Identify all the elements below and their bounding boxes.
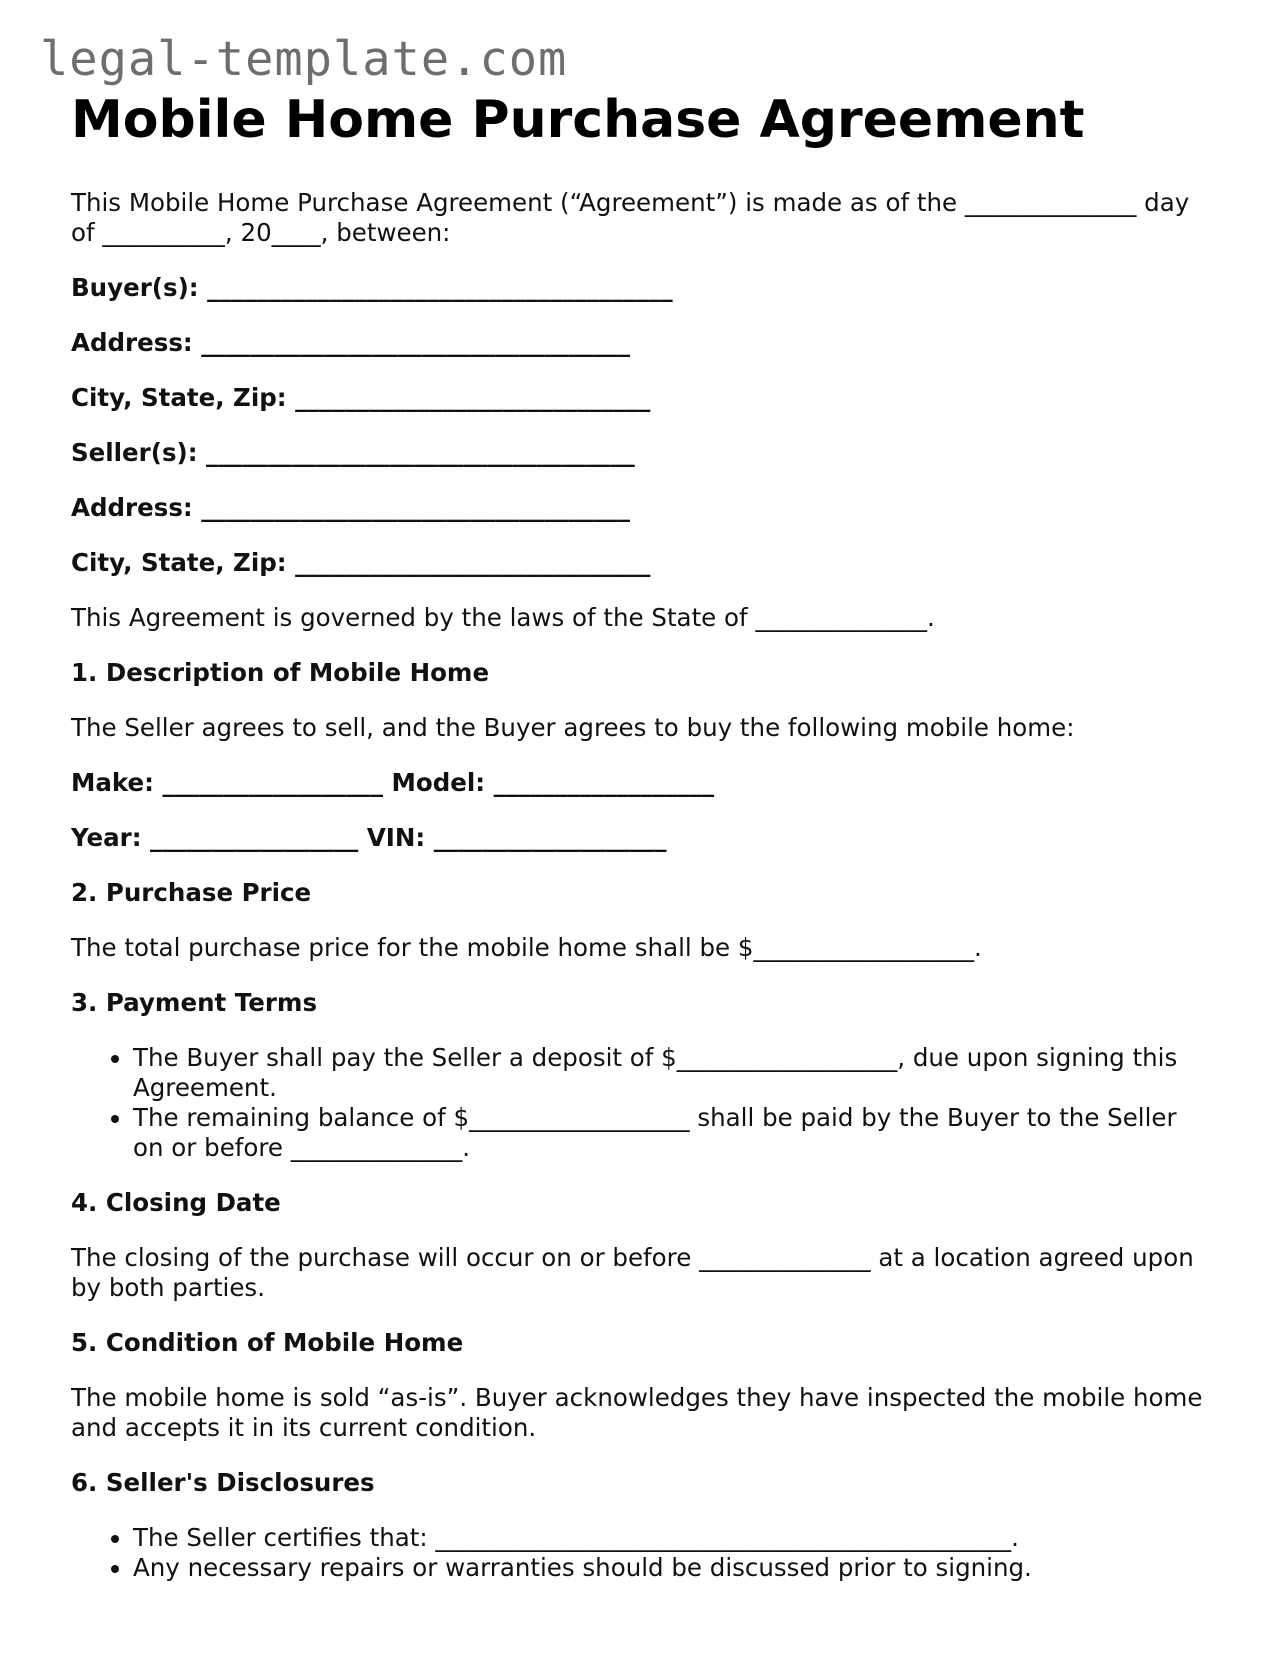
section-2-text: The total purchase price for the mobile home shall be $__________________. xyxy=(71,933,982,962)
document-page xyxy=(71,86,1211,1608)
buyer-address-field: Address: ___________________________________ xyxy=(71,328,630,357)
intro-paragraph: This Mobile Home Purchase Agreement (“Agreement”) is made as of the ______________ day of __________, 20____, between: xyxy=(71,188,1190,247)
section-5-text: The mobile home is sold “as-is”. Buyer acknowledges they have inspected the mobile home and accepts it in its current condition. xyxy=(71,1383,1203,1442)
section-2-heading: 2. Purchase Price xyxy=(71,878,312,907)
list-item: • The Seller certifies that: _______________________________________________. xyxy=(133,1523,1211,1553)
payment-terms-list xyxy=(71,1043,1211,1163)
seller-disclosures-list xyxy=(71,1523,1211,1583)
section-6-heading: 6. Seller's Disclosures xyxy=(71,1468,375,1497)
section-4-heading: 4. Closing Date xyxy=(71,1188,281,1217)
list-item: • The Buyer shall pay the Seller a deposit of $__________________, due upon signing this Agreement. xyxy=(133,1043,1211,1103)
section-4-text: The closing of the purchase will occur on or before ______________ at a location agreed upon by both parties. xyxy=(71,1243,1194,1302)
list-item: • Any necessary repairs or warranties should be discussed prior to signing. xyxy=(133,1553,1211,1583)
seller-city-state-zip-field: City, State, Zip: _____________________________ xyxy=(71,548,651,577)
section-1-text: The Seller agrees to sell, and the Buyer agrees to buy the following mobile home: xyxy=(71,713,1075,742)
section-3-heading: 3. Payment Terms xyxy=(71,988,318,1017)
buyer-city-state-zip-field: City, State, Zip: _____________________________ xyxy=(71,383,651,412)
seller-field: Seller(s): ___________________________________ xyxy=(71,438,635,467)
make-model-field: Make: __________________ Model: __________________ xyxy=(71,768,715,797)
buyer-field: Buyer(s): ______________________________________ xyxy=(71,273,673,302)
watermark-logo-text: legal-template.com xyxy=(40,32,568,87)
governing-law-paragraph: This Agreement is governed by the laws of the State of ______________. xyxy=(71,603,935,632)
document-title: Mobile Home Purchase Agreement xyxy=(71,90,1085,150)
seller-address-field: Address: ___________________________________ xyxy=(71,493,630,522)
section-1-heading: 1. Description of Mobile Home xyxy=(71,658,490,687)
section-5-heading: 5. Condition of Mobile Home xyxy=(71,1328,464,1357)
year-vin-field: Year: _________________ VIN: ___________________ xyxy=(71,823,667,852)
list-item: • The remaining balance of $__________________ shall be paid by the Buyer to the Seller on or before ______________. xyxy=(133,1103,1211,1163)
